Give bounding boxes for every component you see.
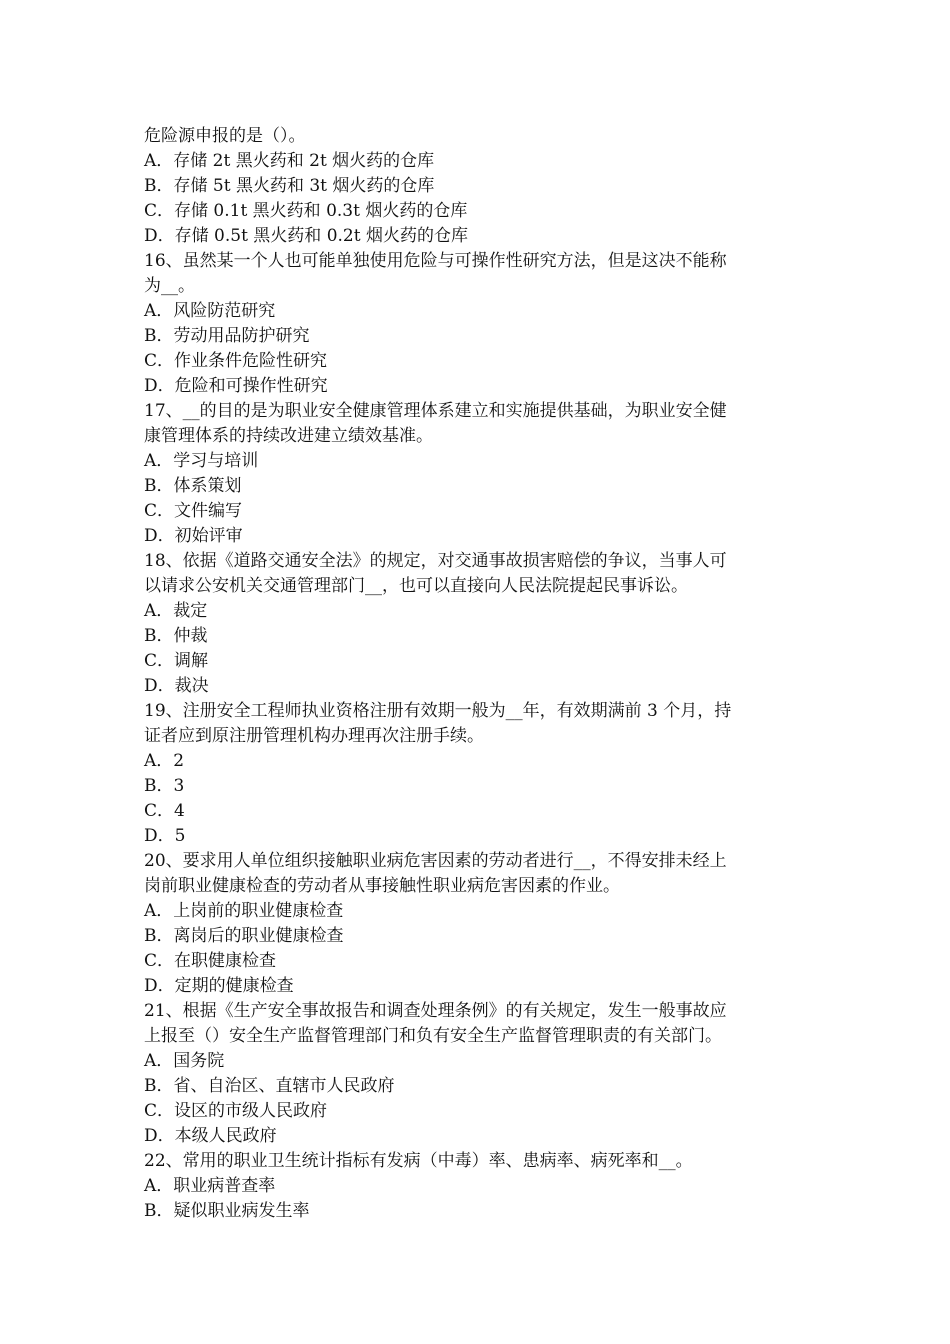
question-stem-line: 以请求公安机关交通管理部门__，也可以直接向人民法院提起民事诉讼。: [144, 576, 688, 596]
option-a: A．风险防范研究: [144, 301, 276, 321]
question-stem-line: 18、依据《道路交通安全法》的规定，对交通事故损害赔偿的争议，当事人可: [144, 551, 727, 571]
question-20: [144, 849, 810, 999]
question-stem-line: 19、注册安全工程师执业资格注册有效期一般为__年，有效期满前 3 个月，持: [144, 701, 732, 721]
option-c: C．设区的市级人民政府: [144, 1101, 328, 1121]
option-b: B．离岗后的职业健康检查: [144, 926, 344, 946]
option-b: B．疑似职业病发生率: [144, 1201, 310, 1221]
option-a: A．上岗前的职业健康检查: [144, 901, 344, 921]
question-stem-line: 证者应到原注册管理机构办理再次注册手续。: [144, 726, 484, 746]
question-stem-line: 康管理体系的持续改进建立绩效基准。: [144, 426, 433, 446]
option-d: D．裁决: [144, 676, 209, 696]
option-d: D．危险和可操作性研究: [144, 376, 328, 396]
option-a: A．2: [144, 751, 185, 771]
document-body: [144, 124, 810, 1224]
option-c: C．在职健康检查: [144, 951, 277, 971]
option-b: B．省、自治区、直辖市人民政府: [144, 1076, 395, 1096]
option-d: D．本级人民政府: [144, 1126, 277, 1146]
option-a: A．职业病普查率: [144, 1176, 276, 1196]
option-c: C．存储 0.1t 黑火药和 0.3t 烟火药的仓库: [144, 201, 468, 221]
option-a: A．学习与培训: [144, 451, 259, 471]
option-b: B．仲裁: [144, 626, 208, 646]
question-16: [144, 249, 810, 399]
option-b: B．存储 5t 黑火药和 3t 烟火药的仓库: [144, 176, 435, 196]
option-c: C．作业条件危险性研究: [144, 351, 328, 371]
option-b: B．劳动用品防护研究: [144, 326, 310, 346]
option-c: C．文件编写: [144, 501, 243, 521]
option-d: D．存储 0.5t 黑火药和 0.2t 烟火药的仓库: [144, 226, 468, 246]
question-stem-line: 危险源申报的是（）。: [144, 126, 306, 146]
option-c: C．调解: [144, 651, 209, 671]
option-a: A．存储 2t 黑火药和 2t 烟火药的仓库: [144, 151, 435, 171]
question-stem-line: 16、虽然某一个人也可能单独使用危险与可操作性研究方法，但是这决不能称: [144, 251, 727, 271]
option-d: D．5: [144, 826, 186, 846]
option-d: D．定期的健康检查: [144, 976, 294, 996]
option-d: D．初始评审: [144, 526, 243, 546]
question-18: [144, 549, 810, 699]
option-a: A．国务院: [144, 1051, 225, 1071]
question-19: [144, 699, 810, 849]
question-stem-line: 岗前职业健康检查的劳动者从事接触性职业病危害因素的作业。: [144, 876, 620, 896]
option-c: C．4: [144, 801, 185, 821]
question-15-continuation: [144, 124, 810, 249]
question-stem-line: 20、要求用人单位组织接触职业病危害因素的劳动者进行__，不得安排未经上: [144, 851, 727, 871]
question-stem-line: 22、常用的职业卫生统计指标有发病（中毒）率、患病率、病死率和__。: [144, 1151, 693, 1171]
question-22: [144, 1149, 810, 1224]
question-stem-line: 21、根据《生产安全事故报告和调查处理条例》的有关规定，发生一般事故应: [144, 1001, 727, 1021]
question-stem-line: 为__。: [144, 276, 195, 296]
question-21: [144, 999, 810, 1149]
option-a: A．裁定: [144, 601, 208, 621]
option-b: B．3: [144, 776, 185, 796]
question-stem-line: 17、__的目的是为职业安全健康管理体系建立和实施提供基础，为职业安全健: [144, 401, 727, 421]
question-17: [144, 399, 810, 549]
option-b: B．体系策划: [144, 476, 242, 496]
question-stem-line: 上报至（）安全生产监督管理部门和负有安全生产监督管理职责的有关部门。: [144, 1026, 722, 1046]
